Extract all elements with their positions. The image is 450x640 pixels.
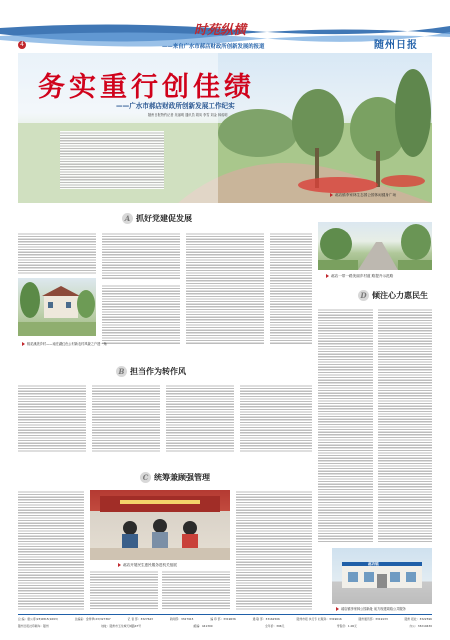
col-a2b-text [102,284,180,344]
caption-village: 桃花溪美乡村——南庄湖红色公村新农村风貌之户建一角 [22,341,107,346]
building-photo [332,548,432,604]
caption-road: 郝店一带一路美丽乡村道 路提升示范路 [326,274,393,279]
col-c4-text [236,490,312,610]
col-d1-text [270,232,312,344]
section-title-d: D 倾注心力惠民生 [358,290,428,301]
section-title-b: B 担当作为转作风 [116,366,186,377]
col-d2-text [318,308,373,542]
col-c2-text [90,570,158,610]
caption-arrow-icon [330,193,333,197]
caption-arrow-icon [118,563,121,567]
caption-park: 郝店镇李家林生态园公园休闲健身广场 [330,193,396,198]
footer-item: 随州市报 执行专 栏服务：3319616 [296,617,342,621]
byline: 随州日报特约记者 吴丽明 通讯员 胡凤 李雪 刘金 林成明 [148,113,228,117]
footer-item: 零售价：1.00元 [336,624,357,628]
headline: 务实重行创佳绩 [38,72,255,103]
footer-item: 办公：33219430 [409,624,432,628]
col-b4-text [240,384,312,452]
footer-item: 全年价：396元 [265,624,285,628]
section-title-a: A 抓好党建促发展 [122,213,192,224]
footer-item: 随州 报社：3322596 [404,617,432,621]
footer-row-1 [18,617,432,621]
col-c3-text [162,570,230,610]
footer-item: 编 印 部：3319636 [210,617,236,621]
col-c1-text [18,490,84,610]
col-b3-text [166,384,234,452]
meeting-photo [90,490,230,560]
col-a3-text [186,232,264,344]
page-number-badge: 4 [18,41,26,49]
banner-photo [18,53,432,203]
village-photo [18,278,96,336]
footer-item: 随州日报社印刷车：随州 [18,624,49,628]
footer-item: 总编室：金秀翠(23)327367 [74,617,111,621]
footer-item: 随州通讯部：3319133 [358,617,388,621]
caption-building: 郝店镇李家林公园新址 前方现建周临公共服务 [336,606,406,611]
col-d3-text [378,308,432,542]
subheadline: ——广水市郝店财政所创新发展工作纪实 [116,102,235,110]
paper-name: 随州日报 [374,40,418,51]
caption-arrow-icon [22,342,25,346]
intro-text [60,131,164,189]
footer-item: 记 者 部：3327643 [127,617,153,621]
caption-arrow-icon [326,274,329,278]
footer-item: 地址：随州市玉龙城天城路47号 [101,624,142,628]
section-name: 时苑纵横 [194,23,247,38]
footer-row-2 [18,624,432,628]
footer-item: 通 联 部：33162506 [252,617,280,621]
header-bar [0,18,450,52]
footer-item: 总 编：唐公寿(23)6815(1693) [18,617,58,621]
col-b2-text [92,384,160,452]
footer-item: 邮编：441300 [193,624,213,628]
col-a1-text [18,232,96,275]
footer-rule [18,614,432,615]
caption-arrow-icon [336,607,339,611]
footer-item: 新闻部：3327915 [169,617,194,621]
col-a2-text [102,232,180,280]
section-title-c: C 统筹兼顾强管理 [140,472,210,483]
road-photo [318,222,432,270]
header-subtitle: ——来自广水市郝店财政所创新发展的报道 [162,44,265,50]
building-sign: 郝店镇 [368,562,379,566]
caption-meeting: 郝店开展民生惠民服务进机关组展 [118,563,177,568]
col-b1-text [18,384,86,452]
